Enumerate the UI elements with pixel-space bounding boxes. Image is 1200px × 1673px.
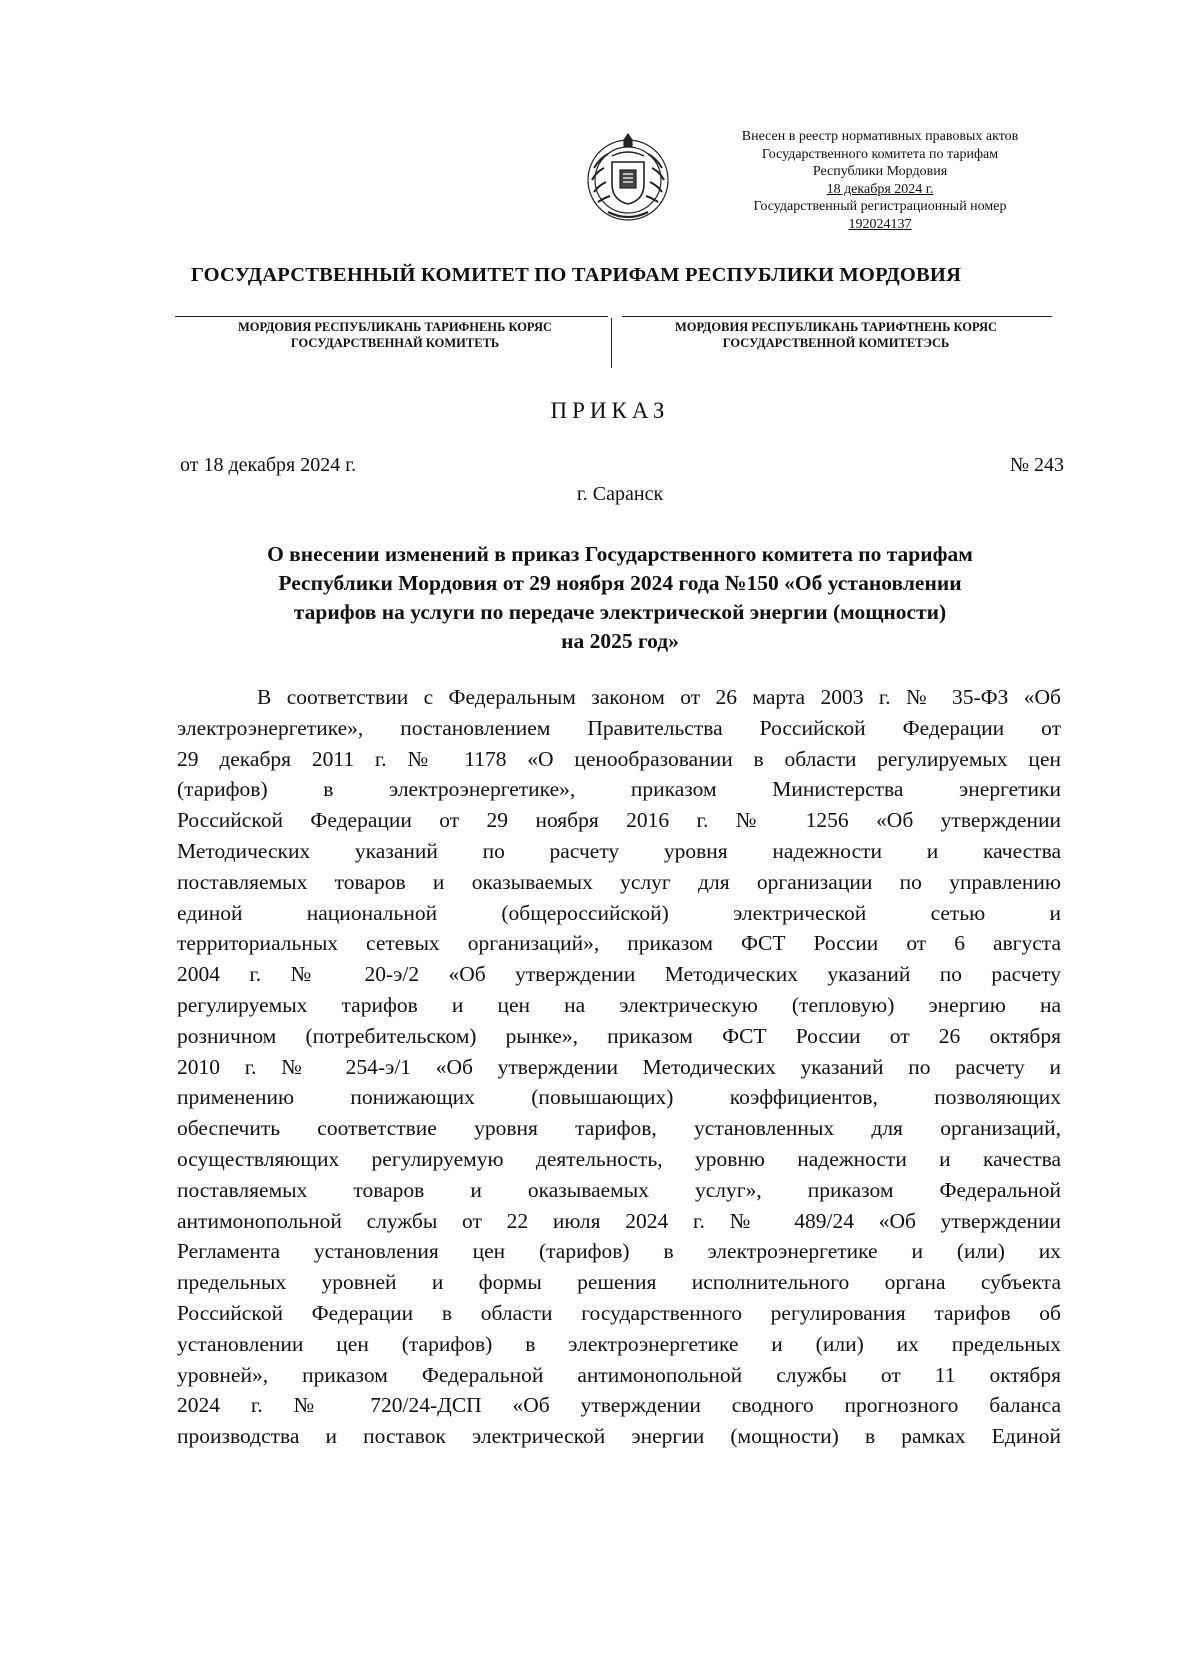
title-line: О внесении изменений в приказ Государственного комитета по тарифам xyxy=(267,542,973,566)
body-line: розничном (потребительском) рынке», приказом ФСТ России от 26 октября xyxy=(177,1023,1061,1048)
order-body xyxy=(177,682,1061,1452)
moksha-line: ГОСУДАРСТВЕННАЙ КОМИТЕТЬ xyxy=(290,336,500,350)
body-line: 29 декабря 2011 г. № 1178 «О ценообразовании в области регулируемых цен xyxy=(177,746,1061,771)
body-line: установлении цен (тарифов) в электроэнергетике и (или) их предельных xyxy=(177,1331,1061,1356)
title-line: на 2025 год» xyxy=(561,629,679,653)
body-line: поставляемых товаров и оказываемых услуг», приказом Федеральной xyxy=(177,1177,1061,1202)
body-line: Методических указаний по расчету уровня надежности и качества xyxy=(177,838,1061,863)
order-title xyxy=(180,540,1060,656)
body-line: регулируемых тарифов и цен на электрическую (тепловую) энергию на xyxy=(177,992,1061,1017)
erzya-line: ГОСУДАРСТВЕННОЙ КОМИТЕТЭСЬ xyxy=(722,336,950,350)
body-line: (тарифов) в электроэнергетике», приказом Министерства энергетики xyxy=(177,777,1061,802)
body-line: территориальных сетевых организаций», приказом ФСТ России от 6 августа xyxy=(177,931,1061,956)
registry-number: 192024137 xyxy=(848,216,912,232)
body-line: Российской Федерации от 29 ноября 2016 г. № 1256 «Об утверждении xyxy=(177,808,1061,833)
body-line: 2024 г. № 720/24-ДСП «Об утверждении сводного прогнозного баланса xyxy=(177,1393,1061,1418)
body-line: Российской Федерации в области государственного регулирования тарифов об xyxy=(177,1300,1061,1325)
body-line: единой национальной (общероссийской) электрической сетью и xyxy=(177,900,1061,925)
body-line: В соответствии с Федеральным законом от 26 марта 2003 г. № 35-ФЗ «Об xyxy=(257,685,1061,709)
body-line: осуществляющих регулируемую деятельность, уровню надежности и качества xyxy=(177,1146,1061,1171)
registry-line: Государственный регистрационный номер xyxy=(753,199,1007,214)
registry-line: Государственного комитета по тарифам xyxy=(761,146,999,162)
registry-date: 18 декабря 2024 г. xyxy=(826,181,934,197)
body-line: 2010 г. № 254-э/1 «Об утверждении Методических указаний по расчету и xyxy=(177,1054,1061,1079)
body-line: поставляемых товаров и оказываемых услуг для организации по управлению xyxy=(177,869,1061,894)
body-line: Регламента установления цен (тарифов) в электроэнергетике и (или) их xyxy=(177,1239,1061,1264)
header-rule-left xyxy=(175,316,608,317)
body-line: предельных уровней и формы решения исполнительного органа субъекта xyxy=(177,1270,1061,1295)
order-date: от 18 декабря 2024 г. xyxy=(180,454,357,476)
body-line: антимонопольной службы от 22 июля 2024 г. № 489/24 «Об утверждении xyxy=(177,1208,1061,1233)
body-line: 2004 г. № 20-э/2 «Об утверждении Методических указаний по расчету xyxy=(177,962,1061,987)
registry-line: Республики Мордовия xyxy=(812,164,948,179)
erzya-line: МОРДОВИЯ РЕСПУБЛИКАНЬ ТАРИФТНЕНЬ КОРЯС xyxy=(674,320,998,334)
header-rule-right xyxy=(622,316,1052,317)
committee-name-erzya xyxy=(620,319,1052,351)
committee-name: ГОСУДАРСТВЕННЫЙ КОМИТЕТ ПО ТАРИФАМ РЕСПУБЛИКИ МОРДОВИЯ xyxy=(190,264,962,286)
title-line: тарифов на услуги по передаче электрической энергии (мощности) xyxy=(293,600,947,624)
body-line: уровней», приказом Федеральной антимонопольной службы от 11 октября xyxy=(177,1362,1061,1387)
registry-stamp xyxy=(700,128,1060,233)
body-line: применению понижающих (повышающих) коэффициентов, позволяющих xyxy=(177,1085,1061,1110)
committee-name-moksha xyxy=(190,319,600,351)
body-line: обеспечить соответствие уровня тарифов, установленных для организаций, xyxy=(177,1116,1061,1141)
body-line: электроэнергетике», постановлением Правительства Российской Федерации от xyxy=(177,715,1061,740)
coat-of-arms-emblem xyxy=(582,128,674,228)
body-line: производства и поставок электрической энергии (мощности) в рамках Единой xyxy=(177,1424,1061,1449)
document-type: ПРИКАЗ xyxy=(550,398,670,423)
order-number: № 243 xyxy=(1009,454,1064,476)
title-line: Республики Мордовия от 29 ноября 2024 года №150 «Об установлении xyxy=(278,571,962,595)
header-divider xyxy=(611,318,612,368)
registry-line: Внесен в реестр нормативных правовых актов xyxy=(741,129,1019,144)
moksha-line: МОРДОВИЯ РЕСПУБЛИКАНЬ ТАРИФНЕНЬ КОРЯС xyxy=(238,320,552,334)
order-city: г. Саранск xyxy=(576,483,664,505)
